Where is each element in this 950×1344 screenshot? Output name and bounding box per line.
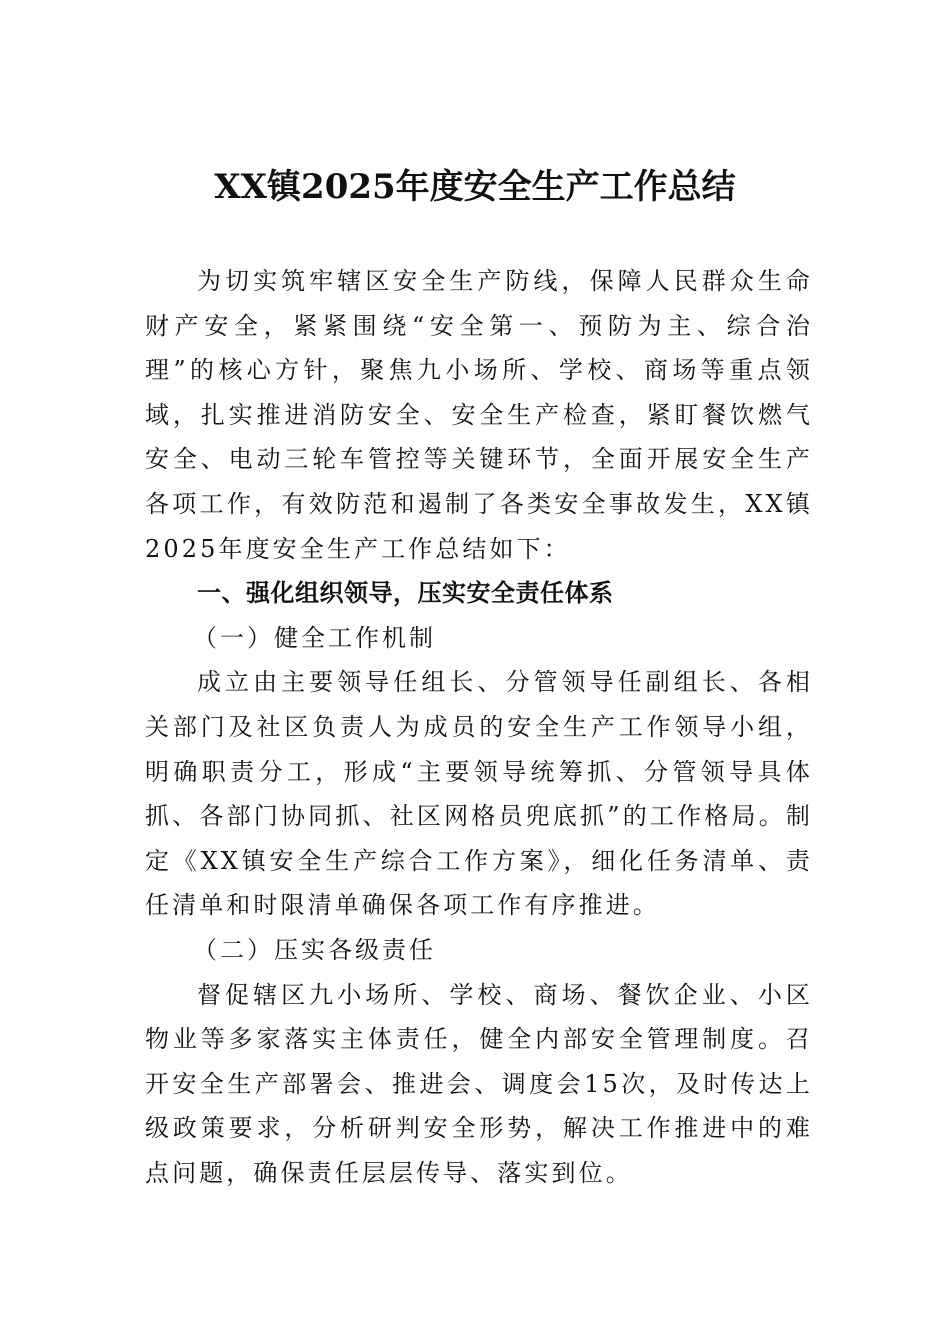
subsection-1-paragraph: 成立由主要领导任组长、分管领导任副组长、各相关部门及社区负责人为成员的安全生产工作领导小组，明确职责分工，形成“主要领导统筹抓、分管领导具体抓、各部门协同抓、社区网格员兜底抓”的工作格局。制定《XX镇安全生产综合工作方案》，细化任务清单、责任清单和时限清单确保各项工作有序推进。 xyxy=(145,668,813,920)
intro-paragraph: 为切实筑牢辖区安全生产防线，保障人民群众生命财产安全，紧紧围绕“安全第一、预防为主、综合治理”的核心方针，聚焦九小场所、学校、商场等重点领域，扎实推进消防安全、安全生产检查，紧盯餐饮燃气安全、电动三轮车管控等关键环节，全面开展安全生产各项工作，有效防范和遏制了各类安全事故发生，XX镇2025年度安全生产工作总结如下： xyxy=(145,267,813,563)
document-title: XX镇2025年度安全生产工作总结 xyxy=(214,167,736,207)
subsection-2-paragraph: 督促辖区九小场所、学校、商场、餐饮企业、小区物业等多家落实主体责任，健全内部安全管理制度。召开安全生产部署会、推进会、调度会15次，及时传达上级政策要求，分析研判安全形势，解决工作推进中的难点问题，确保责任层层传导、落实到位。 xyxy=(145,980,813,1187)
section-1-heading: 一、强化组织领导，压实安全责任体系 xyxy=(197,579,614,608)
subsection-1-heading: （一）健全工作机制 xyxy=(193,623,436,652)
subsection-2-heading: （二）压实各级责任 xyxy=(193,935,436,964)
document-body xyxy=(145,259,813,1195)
